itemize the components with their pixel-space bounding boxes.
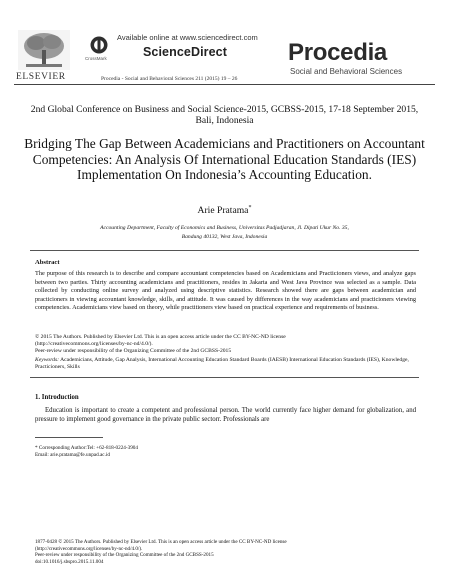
journal-citation: Procedia - Social and Behavioral Sciences 211 (2015) 19 – 26: [101, 76, 238, 82]
keywords: [35, 357, 416, 371]
abstract-license: [35, 334, 416, 355]
affiliation-line-2: Bandung 40132, West Java, Indonesia: [181, 233, 268, 240]
author-footnote-mark: *: [248, 205, 252, 211]
crossmark-label: CrossMark: [85, 56, 107, 61]
author-email[interactable]: Email: arie.pratama@fe.unpad.ac.id: [35, 451, 110, 458]
abstract-bottom-rule: [30, 377, 419, 378]
issn-peer-review: Peer-review under responsibility of the Organizing Committee of the 2nd GCBSS-2015: [35, 552, 214, 558]
section-heading-introduction: 1. Introduction: [35, 394, 79, 401]
issn-line: 1877-0428 © 2015 The Authors. Published by Elsevier Ltd. This is an open access article under the CC BY-NC-ND license: [35, 539, 287, 545]
license-link[interactable]: (http://creativecommons.org/licenses/by-nc-nd/4.0/).: [35, 341, 153, 347]
author-name: Arie Pratama: [197, 205, 249, 217]
issn-license-link[interactable]: (http://creativecommons.org/licenses/by-nc-nd/4.0/).: [35, 545, 143, 552]
issn-block: [35, 539, 415, 565]
header-divider: [14, 84, 435, 85]
author-line: [0, 205, 449, 216]
conference-line: 2nd Global Conference on Business and Social Science-2015, GCBSS-2015, 17-18 September 2015, Bali, Indonesia: [30, 104, 419, 126]
introduction-text: Education is important to create a competent and professional person. The world currently face higher demand for globalization, and pressure to implement good governance in the private public sectorr. Professionals are: [35, 407, 416, 424]
elsevier-tree-logo: [18, 30, 70, 70]
sciencedirect-logo: ScienceDirect: [143, 45, 227, 59]
corresponding-author: * Corresponding Author:Tel: +62-818-0224-3904: [35, 445, 138, 451]
affiliation: [30, 224, 419, 241]
crossmark-icon[interactable]: [90, 36, 108, 54]
keywords-list: Academicians, Attitude, Gap Analysis, International Accounting Education Standard Boards (IAESB) International Education Standards (IES), Knowledge, Practicioners, Skills: [35, 357, 409, 370]
elsevier-wordmark: ELSEVIER: [16, 72, 66, 82]
procedia-logo: Procedia: [288, 39, 387, 66]
affiliation-line-1: Accounting Department, Faculty of Economics and Business, Universitas Padjadjaran, Jl. Dipati Ukur No. 35,: [100, 225, 349, 231]
available-online[interactable]: Available online at www.sciencedirect.com: [117, 33, 258, 42]
abstract-text: The purpose of this research is to describe and compare accountant competencies based on Academicians and Practicioners views, and analyze gaps between two parties. Thirty accounting academicians and practitioners, resides in Jakarta and West Java Province was selected as a sample. Data collected by conducting online survey and analyzed using descriptive statistics. Research showed there are gaps between academician and practicioners in viewing accountant knowledge, skills, and attitude. It was caused by differences in the way academicians and practicioners viewing competencies. Academicians view based on theory, while practitioners view based on practical experience and requirements of business.: [35, 270, 416, 312]
paper-title: Bridging The Gap Between Academicians and Practitioners on Accountant Competencies: An Analysis Of International Education Standards (IES) Implementation On Indonesia’s Accounting Education.: [24, 136, 425, 182]
keywords-label: Keywords:: [35, 357, 60, 363]
peer-review-line: Peer-review under responsibility of the Organizing Committee of the 2nd GCBSS-2015: [35, 348, 232, 354]
doi[interactable]: doi:10.1016/j.sbspro.2015.11.004: [35, 558, 104, 565]
abstract-heading: Abstract: [35, 259, 60, 266]
footnote: [35, 445, 415, 458]
license-line-1: © 2015 The Authors. Published by Elsevier Ltd. This is an open access article under the CC BY-NC-ND license: [35, 334, 286, 340]
procedia-subtitle: Social and Behavioral Sciences: [290, 67, 403, 76]
footnote-rule: [35, 437, 103, 438]
abstract-top-rule: [30, 250, 419, 251]
